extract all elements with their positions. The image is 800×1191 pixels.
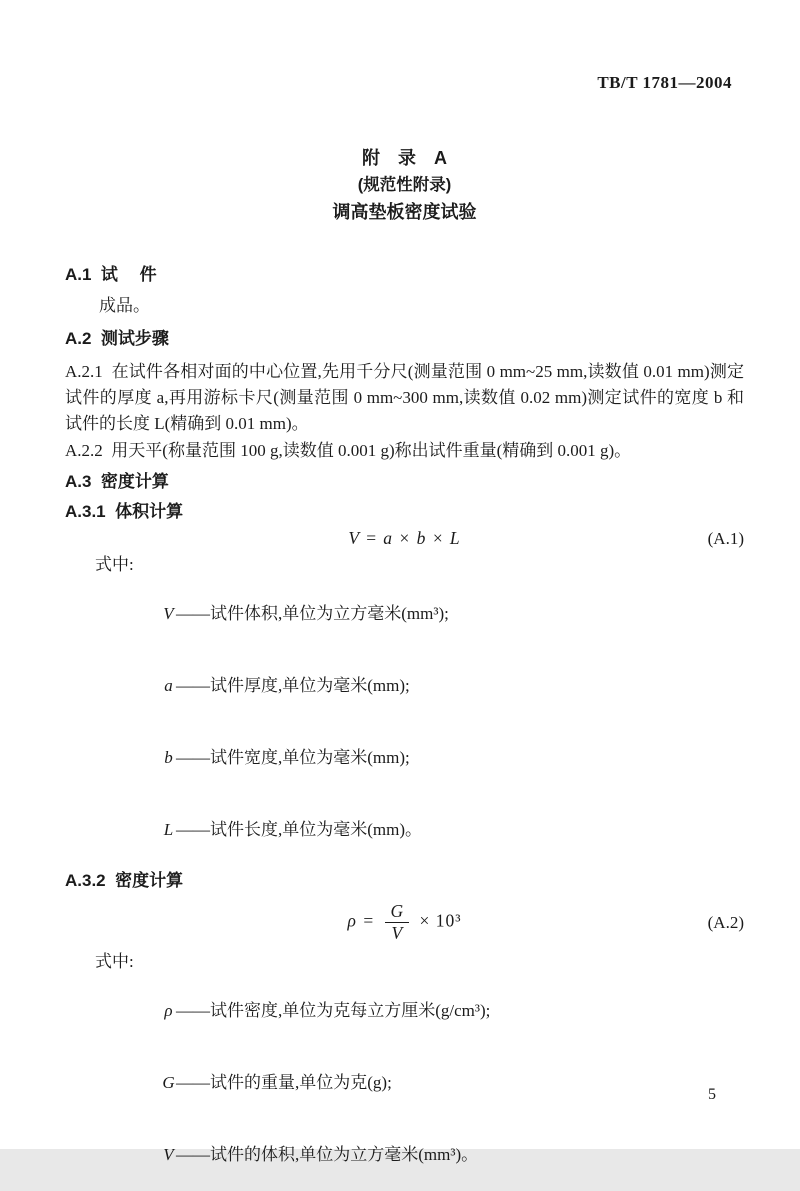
formula-a2-rhs: × 10³ — [414, 910, 462, 931]
definition-row — [65, 650, 744, 722]
definition-dash: —— — [176, 604, 210, 623]
definition-desc: 试件厚度,单位为毫米(mm); — [210, 676, 410, 695]
page-number: 5 — [708, 1086, 716, 1103]
definition-dash: —— — [176, 676, 210, 695]
section-a21-paragraph: A.2.1 在试件各相对面的中心位置,先用千分尺(测量范围 0 mm~25 mm,读数值 0.01 mm)测定试件的厚度 a,再用游标卡尺(测量范围 0 mm~300 mm,读数值 0.02 mm)测定试件的宽度 b 和试件的长度 L(精确到 0.01 mm)。 — [65, 362, 744, 433]
definition-desc: 试件的重量,单位为克(g); — [210, 1073, 392, 1092]
formula-a2-fraction — [385, 902, 409, 943]
document-content — [65, 0, 744, 1191]
section-a1-heading: A.1 试 件 — [65, 265, 157, 284]
formula-a1-definitions — [65, 578, 744, 866]
formula-a2-denominator: V — [391, 923, 404, 943]
definition-desc: 试件密度,单位为克每立方厘米(g/cm³); — [210, 1001, 491, 1020]
section-a1-body: 成品。 — [99, 296, 150, 315]
appendix-subtitle: (规范性附录) — [357, 176, 452, 194]
appendix-test-name: 调高垫板密度试验 — [332, 202, 477, 222]
formula-a1-where-label: 式中: — [95, 555, 134, 574]
formula-a2-number: (A.2) — [707, 912, 744, 932]
definition-row — [65, 722, 744, 794]
formula-a2-numerator: G — [385, 902, 409, 923]
definition-row — [65, 975, 744, 1047]
formula-a2-lhs: ρ = — [347, 910, 381, 931]
definition-desc: 试件的体积,单位为立方毫米(mm³)。 — [210, 1145, 479, 1164]
formula-a2-where-label: 式中: — [95, 952, 134, 971]
definition-desc: 试件体积,单位为立方毫米(mm³); — [210, 604, 449, 623]
section-a2-heading: A.2 测试步骤 — [65, 329, 169, 348]
standard-number: TB/T 1781—2004 — [597, 73, 732, 92]
formula-a1-expression: V = a × b × L — [348, 528, 461, 548]
definition-dash: —— — [176, 820, 210, 839]
definition-desc: 试件长度,单位为毫米(mm)。 — [210, 820, 423, 839]
appendix-title: 附 录 A — [362, 148, 447, 168]
definition-term: V — [163, 1145, 174, 1164]
definition-row — [65, 578, 744, 650]
formula-a1-row — [65, 525, 744, 552]
definition-term: G — [162, 1073, 175, 1092]
section-a3-heading: A.3 密度计算 — [65, 472, 169, 491]
formula-a2-row — [65, 896, 744, 949]
definition-row — [65, 1047, 744, 1119]
definition-term: ρ — [164, 1001, 173, 1020]
definition-dash: —— — [176, 1001, 210, 1020]
formula-a1-number: (A.1) — [707, 528, 744, 548]
definition-dash: —— — [176, 1073, 210, 1092]
definition-dash: —— — [176, 748, 210, 767]
section-a32-heading: A.3.2 密度计算 — [65, 871, 184, 890]
definition-term: L — [163, 820, 174, 839]
definition-dash: —— — [176, 1145, 210, 1164]
section-a22-paragraph: A.2.2 用天平(称量范围 100 g,读数值 0.001 g)称出试件重量(精确到 0.001 g)。 — [65, 441, 632, 460]
definition-term: a — [164, 676, 173, 695]
definition-row — [65, 794, 744, 866]
formula-a2-definitions — [65, 975, 744, 1191]
section-a31-heading: A.3.1 体积计算 — [65, 502, 184, 521]
definition-term: V — [163, 604, 174, 623]
definition-row — [65, 1119, 744, 1191]
definition-desc: 试件宽度,单位为毫米(mm); — [210, 748, 410, 767]
appendix-title-block — [65, 145, 744, 226]
definition-term: b — [164, 748, 173, 767]
